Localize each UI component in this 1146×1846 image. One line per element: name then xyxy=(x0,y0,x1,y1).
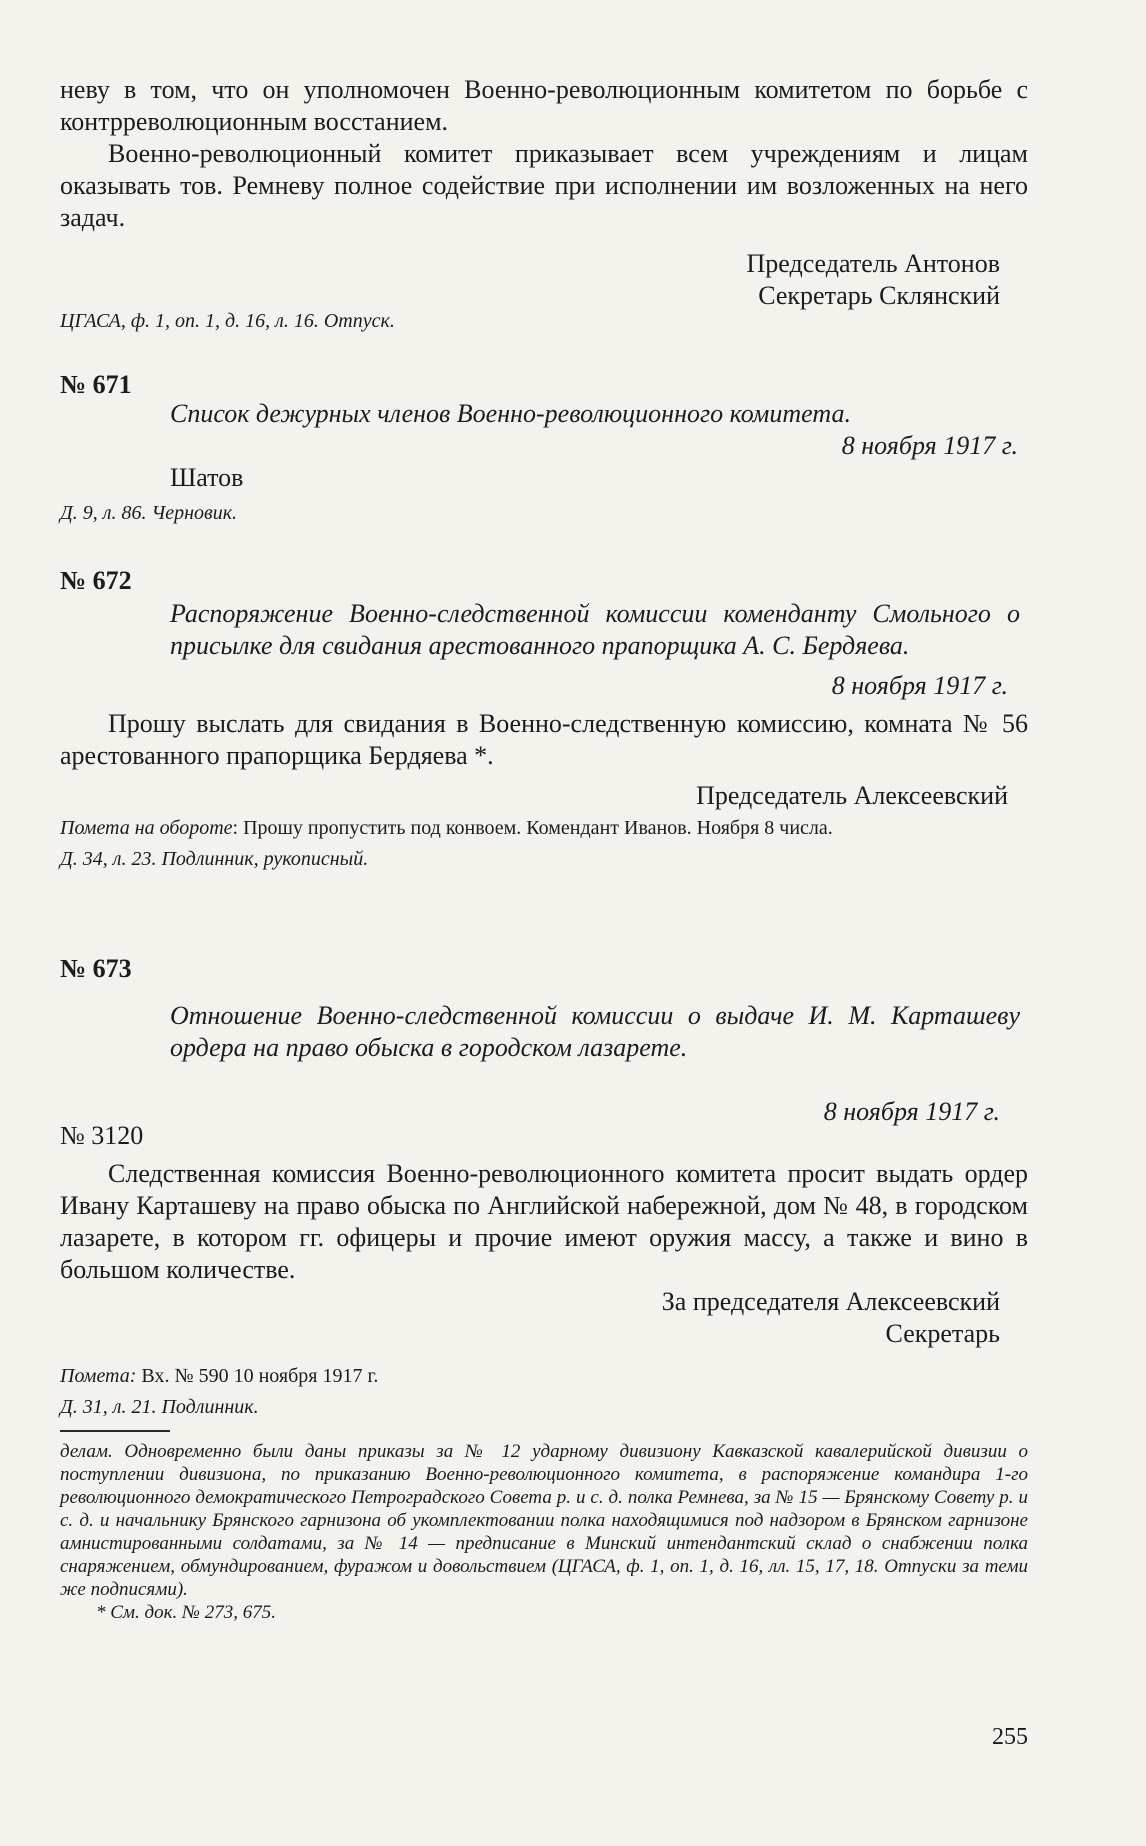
document-title: Отношение Военно-следственной комиссии о выдаче И. М. Карташеву ордера на право обыска в городском лазарете. xyxy=(170,1001,1020,1062)
note-text: : Прошу пропустить под конвоем. Комендант Иванов. Ноября 8 числа. xyxy=(232,817,833,839)
receipt-note xyxy=(60,1364,1028,1388)
archive-source: Д. 31, л. 21. Подлинник. xyxy=(60,1396,259,1418)
reverse-note xyxy=(60,816,1028,840)
document-title: Распоряжение Военно-следственной комиссии коменданту Смольного о присылке для свидания арестованного прапорщика А. С. Бердяева. xyxy=(170,599,1020,660)
signature-secretary: Секретарь Склянский xyxy=(758,281,1000,310)
archive-source: ЦГАСА, ф. 1, оп. 1, д. 16, л. 16. Отпуск. xyxy=(60,310,395,332)
document-672 xyxy=(60,566,1028,872)
document-number: № 673 xyxy=(60,954,132,983)
outgoing-number: № 3120 xyxy=(60,1121,144,1150)
document-number: № 672 xyxy=(60,566,132,595)
document-body: Следственная комиссия Военно-революционного комитета просит выдать ордер Ивану Карташеву на право обыска по Английской набережной, дом № 48, в городском лазарете, в котором гг. офицеры и прочие имеют оружия массу, а также и вино в большом количестве. xyxy=(60,1159,1028,1284)
document-date: 8 ноября 1917 г. xyxy=(823,1097,1000,1126)
document-title: Список дежурных членов Военно-революционного комитета. xyxy=(170,399,851,428)
document-number: № 671 xyxy=(60,370,132,399)
page-number: 255 xyxy=(992,1724,1028,1750)
document-date: 8 ноября 1917 г. xyxy=(841,431,1018,460)
note-label: Помета на обороте xyxy=(60,817,233,839)
archive-source: Д. 34, л. 23. Подлинник, рукописный. xyxy=(60,848,369,870)
document-date: 8 ноября 1917 г. xyxy=(831,671,1008,700)
order-paragraph: Военно-революционный комитет приказывает всем учреждениям и лицам оказывать тов. Ремневу полное содействие при исполнении им возложенных на него задач. xyxy=(60,139,1028,232)
archive-source: Д. 9, л. 86. Черновик. xyxy=(60,502,238,524)
note-text: Вх. № 590 10 ноября 1917 г. xyxy=(136,1365,379,1387)
note-label: Помета: xyxy=(60,1365,137,1387)
continuation-block xyxy=(60,74,1028,334)
footnote-star: * См. док. № 273, 675. xyxy=(96,1602,276,1623)
footnotes xyxy=(60,1430,1028,1624)
signature-deputy-chairman: За председателя Алексеевский xyxy=(661,1287,1000,1316)
signature-chairman: Председатель Антонов xyxy=(746,249,1000,278)
document-673 xyxy=(60,954,1028,1420)
continuation-paragraph: неву в том, что он уполномочен Военно-революционным комитетом по борьбе с контрреволюционным восстанием. xyxy=(60,75,1028,136)
footnote-divider xyxy=(60,1430,170,1432)
document-body: Шатов xyxy=(170,463,244,492)
signature-chairman: Председатель Алексеевский xyxy=(696,781,1008,810)
document-671 xyxy=(60,370,1028,526)
footnote-continuation: делам. Одновременно были даны приказы за № 12 ударному дивизиону Кавказской кавалерийской дивизии о поступлении дивизиона, по приказанию Военно-революционного комитета, в распоряжение командира 1-го революционного демократического Петроградского Совета р. и с. д. полка Ремнева, за № 15 — Брянскому Совету р. и с. д. и начальнику Брянского гарнизона об укомплектовании полка находящимися под надзором в Брянском гарнизоне амнистированными солдатами, за № 14 — предписание в Минский интендантский склад о снабжении полка снаряжением, обмундированием, фуражом и довольствием (ЦГАСА, ф. 1, оп. 1, д. 16, лл. 15, 17, 18. Отпуски за теми же подписями). xyxy=(60,1441,1028,1600)
signature-secretary: Секретарь xyxy=(885,1319,1000,1348)
document-body: Прошу выслать для свидания в Военно-следственную комиссию, комната № 56 арестованного прапорщика Бердяева *. xyxy=(60,709,1028,770)
